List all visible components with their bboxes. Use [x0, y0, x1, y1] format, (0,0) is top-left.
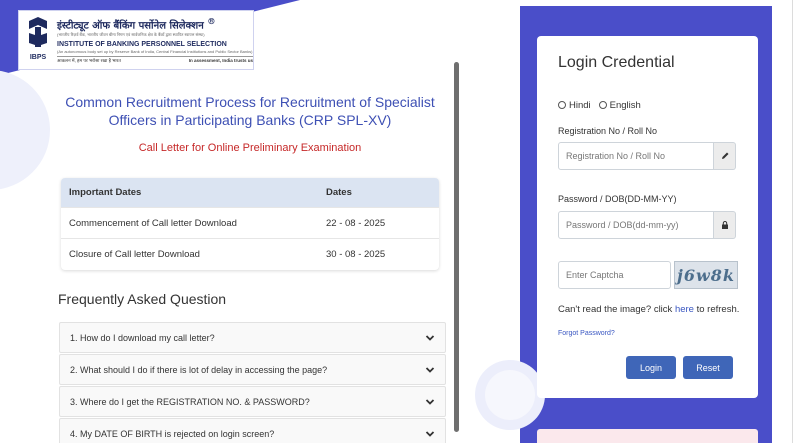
language-option-hindi[interactable]: Hindi	[558, 100, 591, 111]
faq-question: 2. What should I do if there is lot of delay in accessing the page?	[70, 364, 328, 375]
table-cell: Closure of Call letter Download	[69, 249, 200, 260]
faq-title: Frequently Asked Question	[58, 291, 227, 307]
table-row	[61, 239, 439, 270]
chevron-down-icon	[425, 333, 435, 343]
captcha-input[interactable]	[558, 261, 671, 289]
logo-english-name: INSTITUTE OF BANKING PERSONNEL SELECTION	[57, 41, 227, 49]
pencil-icon	[714, 142, 736, 170]
radio-icon[interactable]	[558, 101, 566, 109]
decorative-circle	[485, 370, 535, 420]
captcha-refresh-text: Can't read the image? click here to refresh.	[558, 304, 740, 315]
language-selector	[558, 100, 641, 111]
logo-hindi-note: (भारतीय रिज़र्व बैंक, भारतीय जीवन बीमा निगम एवं सार्वजनिक क्षेत्र के बैंकों द्वारा स्थापित स्वायत्त संस्था)	[57, 32, 205, 38]
faq-item[interactable]	[59, 386, 446, 417]
registration-input-group	[558, 142, 736, 170]
login-button[interactable]: Login	[626, 356, 676, 379]
password-input-group	[558, 211, 736, 239]
faq-item[interactable]	[59, 322, 446, 353]
chevron-down-icon	[425, 365, 435, 375]
emblem-label: IBPS	[29, 54, 47, 61]
faq-list	[59, 322, 446, 443]
table-cell: Commencement of Call letter Download	[69, 217, 237, 229]
logo-hindi-name: इंस्टीट्यूट ऑफ बैंकिंग पर्सोनेल सिलेक्शन ®	[57, 16, 216, 32]
faq-item[interactable]	[59, 418, 446, 443]
decorative-circle	[0, 70, 50, 190]
chevron-down-icon	[425, 429, 435, 439]
lock-icon	[714, 211, 736, 239]
column-header: Important Dates	[69, 187, 142, 198]
column-header: Dates	[326, 187, 352, 198]
password-label: Password / DOB(DD-MM-YY)	[558, 194, 677, 204]
faq-question: 1. How do I download my call letter?	[70, 332, 215, 343]
logo-tagline: आकलन में, हम पर भरोसा रखा है भारत In assessment, India trusts us	[57, 58, 253, 64]
language-option-english[interactable]: English	[599, 100, 641, 111]
important-dates-table	[61, 178, 439, 270]
faq-question: 3. Where do I get the REGISTRATION NO. & PASSWORD?	[70, 396, 310, 407]
registration-label: Registration No / Roll No	[558, 126, 658, 136]
table-cell: 30 - 08 - 2025	[326, 249, 386, 260]
login-title: Login Credential	[558, 54, 675, 71]
login-card	[537, 36, 758, 398]
captcha-image: j6w8k	[674, 261, 738, 289]
captcha-refresh-link[interactable]: here	[674, 304, 694, 315]
faq-item[interactable]	[59, 354, 446, 385]
table-row	[61, 208, 439, 239]
logo-english-note: (An autonomous body set up by Reserve Bank of India, Central Financial Institutions and Public Sector Banks)	[57, 49, 253, 55]
notice-strip	[537, 429, 758, 443]
table-header	[61, 178, 439, 208]
faq-question: 4. My DATE OF BIRTH is rejected on login screen?	[70, 428, 275, 439]
registration-input[interactable]	[558, 142, 714, 170]
ibps-emblem-icon	[25, 15, 51, 67]
radio-icon[interactable]	[599, 101, 607, 109]
reset-button[interactable]: Reset	[683, 356, 733, 379]
page-subtitle: Call Letter for Online Preliminary Examination	[138, 142, 362, 154]
divider	[792, 0, 793, 443]
table-cell: 22 - 08 - 2025	[326, 217, 386, 229]
chevron-down-icon	[425, 397, 435, 407]
scrollbar[interactable]	[454, 62, 459, 432]
password-input[interactable]	[558, 211, 714, 239]
forgot-password-link[interactable]: Forgot Password?	[558, 330, 615, 337]
ibps-logo	[18, 10, 254, 70]
page-title: Common Recruitment Process for Recruitment of Specialist Officers in Participating Banks (CRP SPL-XV)	[65, 94, 435, 128]
